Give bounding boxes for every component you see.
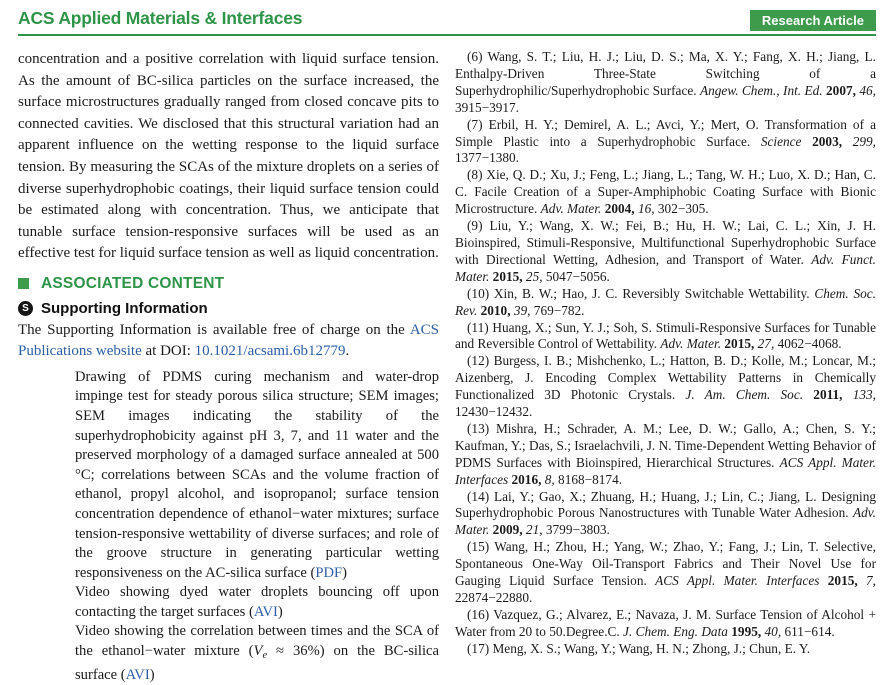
text-segment: at DOI: bbox=[141, 343, 195, 360]
text-segment: J. Am. Chem. Soc. bbox=[685, 387, 814, 403]
text-segment: 5047−5056. bbox=[545, 268, 610, 284]
text-segment: 22874−22880. bbox=[455, 590, 533, 605]
text-segment: (14) Lai, Y.; Gao, X.; Zhuang, H.; Huang, J.; Lin, C.; Jiang, L. Designing Superhydrophobic Porous Nanostructures with Tunable Water Adhesion. bbox=[455, 488, 876, 521]
reference-item bbox=[455, 286, 876, 320]
reference-item bbox=[455, 353, 876, 421]
supporting-information-heading-label: Supporting Information bbox=[41, 299, 208, 317]
text-segment: 16, bbox=[637, 201, 658, 217]
text-segment: The Supporting Information is available free of charge on the bbox=[18, 321, 410, 338]
page-header bbox=[18, 8, 876, 36]
text-segment: J. Chem. Eng. Data bbox=[623, 623, 732, 639]
text-segment: 133, bbox=[852, 387, 877, 403]
text-segment: 769−782. bbox=[533, 302, 585, 318]
supporting-info-icon: S bbox=[18, 301, 33, 316]
text-segment: 2015, bbox=[724, 336, 758, 352]
reference-item bbox=[455, 421, 876, 489]
text-segment: Science bbox=[760, 133, 813, 149]
text-segment: 21, bbox=[525, 522, 546, 538]
reference-item bbox=[455, 641, 876, 658]
conclusion-paragraph: concentration and a positive correlation with liquid surface tension. As the amount of BC-silica particles on the surface increased, the surface microstructures gradually ranged from closed concave pits to connected cavities. We disclosed that this structural variation had an apparent influence on the wetting response to the liquid surface tension. By measuring the SCAs of the mixture droplets on a series of diverse superhydrophobic coatings, their liquid surface tension could be estimated along with concentration. Thus, we anticipate that tunable surface tension-responsive surfaces will be used as an effective test for liquid surface tension as well as liquid concentration. bbox=[18, 51, 439, 262]
text-segment: 2003, bbox=[812, 133, 853, 149]
supporting-item-description bbox=[75, 368, 439, 584]
text-segment: Drawing of PDMS curing mechanism and water-drop impinge test for steady porous silica structure; SEM images; SEM images indicating the stability of the superhydrophobicity against pH 3, 7, and 11 water and the preserved morphology of a damaged surface annealed at 500 °C; correlations between SCAs and the volume fraction of ethanol, propyl alcohol, and isopropanol; surface tension concentration dependence of ethanol−water mixtures; surface tension-responsive wettability of diverse surfaces; and role of the groove structure in generating particular wetting responsiveness on the AC-silica surface ( bbox=[75, 368, 439, 581]
associated-content-heading-label: ASSOCIATED CONTENT bbox=[41, 274, 225, 292]
text-segment: ACS Appl. Mater. Interfaces bbox=[455, 454, 876, 487]
left-column bbox=[18, 49, 439, 685]
text-segment: 2011, bbox=[813, 387, 853, 403]
text-segment: e bbox=[262, 650, 268, 661]
research-article-badge: Research Article bbox=[750, 10, 876, 31]
reference-item bbox=[455, 218, 876, 286]
text-segment: ) bbox=[342, 564, 347, 581]
text-segment: Video showing dyed water droplets bouncing off upon contacting the target surfaces ( bbox=[75, 584, 439, 620]
text-segment: 299, bbox=[852, 133, 876, 149]
supporting-information-availability bbox=[18, 320, 439, 363]
text-segment: (15) Wang, H.; Zhou, H.; Yang, W.; Zhao, Y.; Fang, J.; Lin, T. Selective, Spontaneous One-Way Oil-Transport Fabrics and Their Novel Use for Gauging Liquid Surface Tension. bbox=[455, 539, 876, 589]
two-column-body bbox=[18, 36, 876, 685]
reference-item bbox=[455, 49, 876, 117]
text-segment: (9) Liu, Y.; Wang, X. W.; Fei, B.; Hu, H. W.; Lai, C. L.; Xin, J. H. Bioinspired, Stimuli-Responsive, Multifunctional Superhydrophobic Surface with Directional Wetting, Adhesion, and Transport of Water. bbox=[455, 218, 876, 267]
text-segment: 39, bbox=[513, 302, 534, 318]
text-segment: (11) Huang, X.; Sun, Y. J.; Soh, S. Stimuli-Responsive Surfaces for Tunable and Reversible Control of Wettability. bbox=[455, 319, 876, 352]
reference-item bbox=[455, 489, 876, 540]
reference-item bbox=[455, 607, 876, 641]
references-column bbox=[455, 49, 876, 685]
text-segment: (8) Xie, Q. D.; Xu, J.; Feng, L.; Jiang, L.; Tang, W. H.; Luo, X. D.; Han, C. C. Facile Creation of a Super-Amphiphobic Coating Surface with Bionic Microstructure. bbox=[455, 167, 876, 217]
text-segment: 2015, bbox=[492, 268, 526, 284]
text-segment: ) bbox=[277, 603, 283, 620]
text-segment: 46, bbox=[859, 82, 876, 98]
text-segment: 4062−4068. bbox=[777, 336, 842, 352]
text-segment: 1995, bbox=[731, 623, 765, 639]
text-segment: (12) Burgess, I. B.; Mishchenko, L.; Hatton, B. D.; Kolle, M.; Loncar, M.; Aizenberg, J. Encoding Complex Wettability Patterns in Chemically Functionalized 3D Photonic Crystals. bbox=[455, 353, 876, 403]
supporting-item-video-1 bbox=[75, 583, 439, 622]
text-segment: 2015, bbox=[827, 573, 867, 589]
text-segment: 8, bbox=[544, 471, 559, 487]
text-segment: Video showing the correlation between times and the SCA of the ethanol−water mixture ( bbox=[75, 623, 439, 660]
avi-link-1[interactable]: AVI bbox=[253, 603, 278, 620]
supporting-information-items bbox=[75, 368, 439, 685]
avi-link-2[interactable]: AVI bbox=[125, 666, 150, 683]
text-segment: 7, bbox=[866, 573, 876, 589]
acs-publications-link[interactable]: ACS Publications website bbox=[18, 321, 439, 360]
associated-content-heading bbox=[18, 275, 439, 293]
text-segment: Chem. Soc. Rev. bbox=[455, 285, 876, 318]
text-segment: 3915−3917. bbox=[455, 99, 520, 115]
text-segment: 3799−3803. bbox=[545, 522, 610, 538]
text-segment: ACS Appl. Mater. Interfaces bbox=[655, 573, 828, 589]
text-segment: 2016, bbox=[511, 471, 545, 487]
text-segment: 12430−12432. bbox=[455, 404, 533, 420]
text-segment: Adv. Mater. bbox=[455, 505, 876, 538]
text-segment: Adv. Mater. bbox=[540, 201, 605, 217]
text-segment: Adv. Funct. Mater. bbox=[455, 251, 876, 284]
text-segment: (6) Wang, S. T.; Liu, H. J.; Liu, D. S.; Ma, X. Y.; Fang, X. H.; Jiang, L. Enthalpy-Driven Three-State Switching of a Superhydrophilic/Superhydrophobic Surface. bbox=[455, 49, 876, 98]
text-segment: 25, bbox=[525, 268, 546, 284]
text-segment: 2009, bbox=[492, 522, 526, 538]
text-segment: ≈ 36%) on the BC-silica surface ( bbox=[75, 643, 439, 683]
text-segment: (16) Vazquez, G.; Alvarez, E.; Navaza, J. M. Surface Tension of Alcohol + Water from 20 to 50.Degree.C. bbox=[455, 606, 876, 639]
text-segment: Angew. Chem., Int. Ed. bbox=[700, 82, 827, 98]
text-segment: 2010, bbox=[480, 302, 514, 318]
reference-item bbox=[455, 167, 876, 218]
text-segment: Adv. Mater. bbox=[660, 336, 725, 352]
text-segment: . bbox=[345, 343, 350, 360]
text-segment: (17) Meng, X. S.; Wang, Y.; Wang, H. N.; Zhong, J.; Chun, E. Y. bbox=[467, 640, 811, 656]
doi-link[interactable]: 10.1021/acsami.6b12779 bbox=[194, 343, 346, 360]
text-segment: 611−614. bbox=[784, 623, 835, 639]
text-segment: 40, bbox=[764, 623, 785, 639]
supporting-information-heading bbox=[18, 300, 439, 317]
text-segment: 27, bbox=[757, 336, 778, 352]
reference-item bbox=[455, 539, 876, 607]
text-segment: ) bbox=[149, 666, 155, 683]
text-segment: (13) Mishra, H.; Schrader, A. M.; Lee, D. W.; Gallo, A.; Chen, S. Y.; Kaufman, Y.; Das, S.; Israelachvili, J. N. Time-Dependent Wetting Behavior of PDMS Surfaces with Bioinspired, Hierarchical Structures. bbox=[455, 420, 876, 470]
reference-item bbox=[455, 320, 876, 354]
reference-item bbox=[455, 117, 876, 168]
text-segment: 1377−1380. bbox=[455, 150, 520, 166]
text-segment: 2004, bbox=[604, 201, 638, 217]
text-segment: (7) Erbil, H. Y.; Demirel, A. L.; Avci, Y.; Mert, O. Transformation of a Simple Plastic into a Superhydrophobic Surface. bbox=[455, 116, 876, 149]
section-marker-icon bbox=[18, 278, 29, 289]
text-segment: 2007, bbox=[826, 82, 860, 98]
pdf-link[interactable]: PDF bbox=[315, 564, 343, 581]
journal-title: ACS Applied Materials & Interfaces bbox=[18, 8, 303, 28]
text-segment: (10) Xin, B. W.; Hao, J. C. Reversibly Switchable Wettability. bbox=[467, 285, 815, 301]
supporting-item-video-2 bbox=[75, 622, 439, 685]
text-segment: V bbox=[253, 643, 263, 660]
text-segment: 8168−8174. bbox=[558, 471, 623, 487]
text-segment: 302−305. bbox=[657, 201, 709, 217]
